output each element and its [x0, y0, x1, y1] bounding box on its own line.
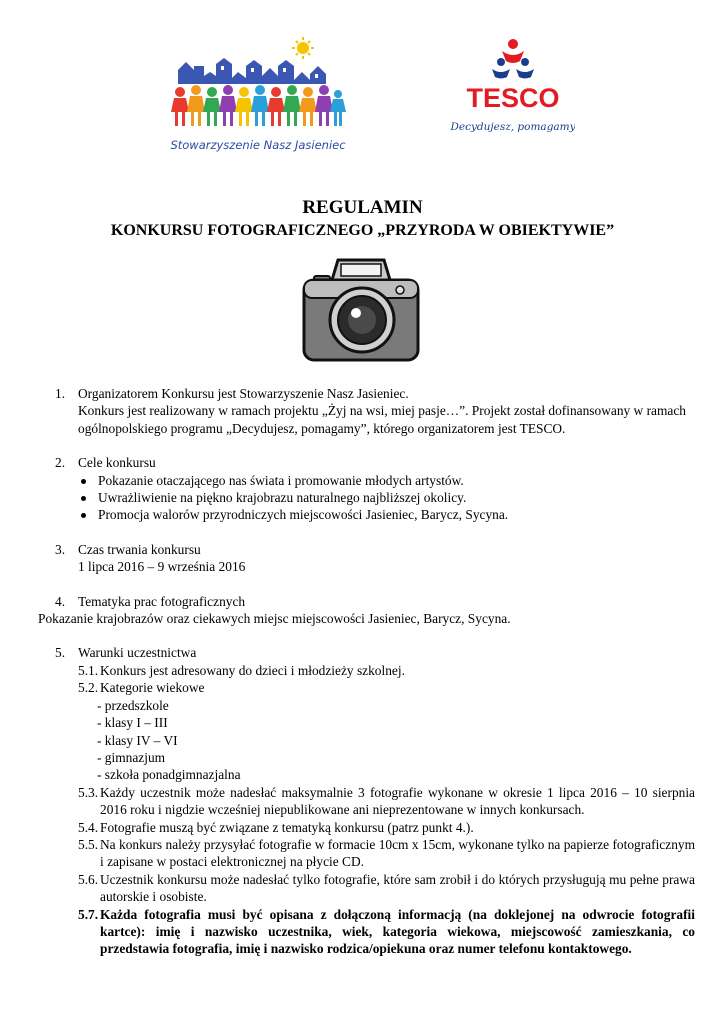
- goal-item: Pokazanie otaczającego nas świata i promowanie młodych artystów.: [78, 472, 695, 489]
- rule-5-5: 5.5. Na konkurs należy przysyłać fotografie w formacie 10cm x 15cm, wykonane tylko na papierze fotograficznym i zapisane w postaci elektronicznej na płycie CD.: [78, 836, 695, 870]
- section-number: 2.: [55, 455, 66, 471]
- rule-5-6: 5.6. Uczestnik konkursu może nadesłać tylko fotografie, które sam zrobił i do których przysługują mu pełne prawa autorskie i osobiste.: [78, 871, 695, 905]
- association-logo: [158, 36, 358, 161]
- section-heading: Tematyka prac fotograficznych: [78, 593, 246, 609]
- theme-text: Pokazanie krajobrazów oraz ciekawych miejsc miejscowości Jasieniec, Barycz, Sycyna.: [38, 611, 511, 627]
- age-category: - klasy IV – VI: [97, 732, 178, 748]
- document-title: REGULAMIN: [302, 197, 423, 218]
- rule-5-3: 5.3. Każdy uczestnik może nadesłać maksymalnie 3 fotografie wykonane w okresie 1 lipca 2016 – 10 sierpnia 2016 roku i nigdzie wcześniej niepublikowane ani nieprezentowane w innych konkursach.: [78, 784, 695, 818]
- tesco-slogan: Decydujesz, pomagamy: [450, 121, 575, 133]
- section-number: 5.: [55, 645, 66, 661]
- section-heading: Czas trwania konkursu: [78, 541, 201, 557]
- section-heading: Warunki uczestnictwa: [78, 645, 197, 661]
- section-heading: Cele konkursu: [78, 455, 156, 471]
- document-subtitle: KONKURSU FOTOGRAFICZNEGO „PRZYRODA W OBIEKTYWIE”: [110, 222, 615, 239]
- project-text: Konkurs jest realizowany w ramach projektu „Żyj na wsi, miej pasje…”. Projekt został dofinansowany w ramach ogólnopolskiego programu „Decydujesz, pomagamy”, którego organizatorem jest TESCO.: [78, 403, 686, 436]
- age-category: - klasy I – III: [97, 715, 168, 731]
- tesco-people-icon: [492, 39, 534, 79]
- organizer-text: Organizatorem Konkursu jest Stowarzyszenie Nasz Jasieniec.: [78, 386, 409, 401]
- contest-dates: 1 lipca 2016 – 9 września 2016: [78, 559, 246, 575]
- section-number: 1.: [55, 386, 66, 401]
- regulations-body: [0, 385, 725, 975]
- goal-item: Uwrażliwienie na piękno krajobrazu naturalnego najbliższej okolicy.: [78, 489, 695, 506]
- tesco-logo: [450, 35, 575, 140]
- section-number: 4.: [55, 593, 66, 609]
- section-4: [0, 593, 725, 628]
- rule-5-7: 5.7. Każda fotografia musi być opisana z dołączoną informacją (na doklejonej na odwrocie fotografii kartce): imię i nazwisko uczestnika, wiek, kategoria wiekowa, miejscowość zamieszkania, co przedstawia fotografia, imię i nazwisko rodzica/opiekuna oraz numer telefonu kontaktowego.: [78, 906, 695, 957]
- section-1: [0, 385, 725, 437]
- age-category: - gimnazjum: [97, 749, 166, 765]
- sun-icon: [292, 37, 314, 59]
- section-2: [0, 454, 725, 524]
- age-category: - przedszkole: [97, 697, 169, 713]
- section-3: [0, 541, 725, 576]
- camera-icon: [300, 250, 422, 372]
- section-number: 3.: [55, 541, 66, 557]
- rule-5-2: 5.2. Kategorie wiekowe: [78, 680, 205, 696]
- goal-item: Promocja walorów przyrodniczych miejscowości Jasieniec, Barycz, Sycyna.: [78, 506, 695, 523]
- rule-5-1: 5.1. Konkurs jest adresowany do dzieci i młodzieży szkolnej.: [78, 662, 405, 678]
- tesco-brand: TESCO: [466, 83, 560, 113]
- section-5: [0, 644, 725, 957]
- age-category: - szkoła ponadgimnazjalna: [97, 767, 241, 783]
- rule-5-4: 5.4. Fotografie muszą być związane z tematyką konkursu (patrz punkt 4.).: [78, 819, 474, 835]
- association-name: Stowarzyszenie Nasz Jasieniec: [170, 138, 346, 152]
